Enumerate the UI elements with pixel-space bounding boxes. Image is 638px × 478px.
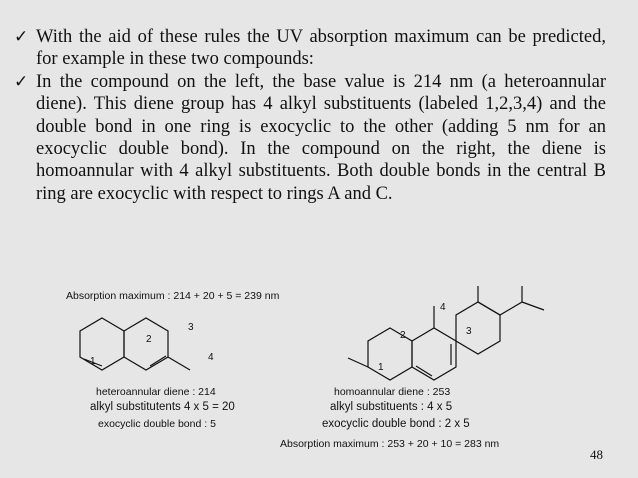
- page-number: 48: [590, 447, 603, 462]
- left-methyl: [168, 357, 190, 370]
- right-methyl-4: [522, 302, 544, 310]
- bullet-text: With the aid of these rules the UV absorption maximum can be predicted, for example in these two compounds:: [36, 27, 606, 70]
- right-line-1: homoannular diene : 253: [334, 386, 451, 398]
- left-label-2: 2: [146, 334, 152, 345]
- bullet-item: [14, 71, 606, 205]
- left-title: Absorption maximum : 214 + 20 + 5 = 239 nm: [66, 290, 280, 302]
- right-label-1: 1: [378, 362, 384, 373]
- bullet-text: In the compound on the left, the base value is 214 nm (a heteroannular diene). This diene group has 4 alkyl substituents (labeled 1,2,3,4) and the double bond in one ring is exocyclic to the other (adding 5 nm for an exocyclic double bond). In the compound on the right, the diene is homoannular with 4 alkyl substituents. Both double bonds in the central B ring are exocyclic with respect to rings A and C.: [36, 71, 606, 204]
- right-line-3: exocyclic double bond : 2 x 5: [322, 418, 470, 430]
- checkmark-icon: ✓: [14, 27, 29, 47]
- left-label-4: 4: [208, 352, 214, 363]
- left-line-3: exocyclic double bond : 5: [98, 418, 216, 430]
- right-label-3: 3: [466, 326, 472, 337]
- right-line-2: alkyl substituents : 4 x 5: [330, 401, 453, 413]
- right-methyl-1: [348, 358, 368, 367]
- right-ring-b: [412, 328, 456, 380]
- left-double-bond-2: [150, 356, 166, 366]
- left-line-1: heteroannular diene : 214: [96, 386, 216, 398]
- bullet-list: [14, 26, 606, 205]
- uv-absorption-diagram: [60, 286, 620, 466]
- left-line-2: alkyl substitutents 4 x 5 = 20: [90, 401, 235, 413]
- right-ring-d: [478, 286, 522, 315]
- left-label-1: 1: [90, 356, 96, 367]
- left-ring-a: [80, 318, 124, 370]
- checkmark-icon: ✓: [14, 71, 29, 92]
- right-total: Absorption maximum : 253 + 20 + 10 = 283 nm: [280, 438, 500, 450]
- right-label-2: 2: [400, 330, 406, 341]
- left-label-3: 3: [188, 322, 194, 333]
- bullet-item: [14, 26, 606, 71]
- right-label-4: 4: [440, 302, 446, 313]
- right-ring-c: [456, 302, 500, 354]
